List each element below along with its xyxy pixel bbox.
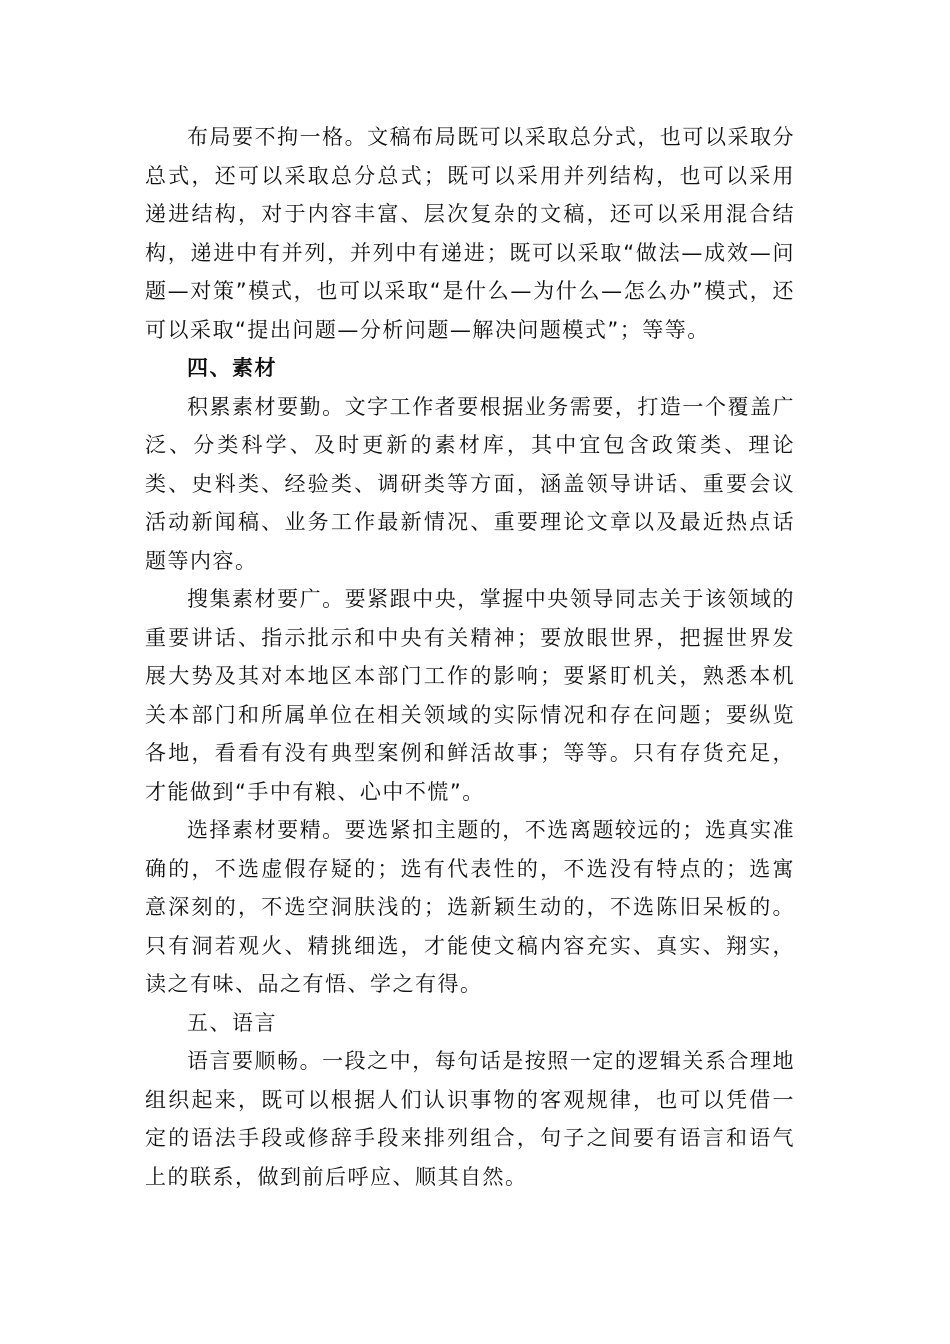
paragraph-accumulate-materials: 积累素材要勤。文字工作者要根据业务需要，打造一个覆盖广泛、分类科学、及时更新的素材库，其中宜包含政策类、理论类、史料类、经验类、调研类等方面，涵盖领导讲话、重要会议活动新闻稿、业务工作最新情况、重要理论文章以及最近热点话题等内容。 [145,394,795,573]
section-heading-language: 五、语言 [187,1010,277,1035]
paragraph-select-materials: 选择素材要精。要选紧扣主题的，不选离题较远的；选真实准确的，不选虚假存疑的；选有代表性的，不选没有特点的；选寓意深刻的，不选空洞肤浅的；选新颖生动的，不选陈旧呆板的。只有洞若观火、精挑细选，才能使文稿内容充实、真实、翔实，读之有味、品之有悟、学之有得。 [145,818,795,996]
paragraph-language-fluency: 语言要顺畅。一段之中，每句话是按照一定的逻辑关系合理地组织起来，既可以根据人们认识事物的客观规律，也可以凭借一定的语法手段或修辞手段来排列组合，句子之间要有语言和语气上的联系，做到前后呼应、顺其自然。 [145,1049,795,1189]
section-heading-materials: 四、素材 [187,356,277,380]
paragraph-layout: 布局要不拘一格。文稿布局既可以采取总分式，也可以采取分总式，还可以采取总分总式；既可以采用并列结构，也可以采用递进结构，对于内容丰富、层次复杂的文稿，还可以采用混合结构，递进中有并列，并列中有递进；既可以采取“做法—成效—问题—对策”模式，也可以采取“是什么—为什么—怎么办”模式，还可以采取“提出问题—分析问题—解决问题模式”；等等。 [145,125,795,342]
document-page [145,118,795,1196]
paragraph-collect-materials: 搜集素材要广。要紧跟中央，掌握中央领导同志关于该领域的重要讲话、指示批示和中央有关精神；要放眼世界，把握世界发展大势及其对本地区本部门工作的影响；要紧盯机关，熟悉本机关本部门和所属单位在相关领域的实际情况和存在问题；要纵览各地，看看有没有典型案例和鲜活故事；等等。只有存货充足，才能做到“手中有粮、心中不慌”。 [145,587,795,804]
